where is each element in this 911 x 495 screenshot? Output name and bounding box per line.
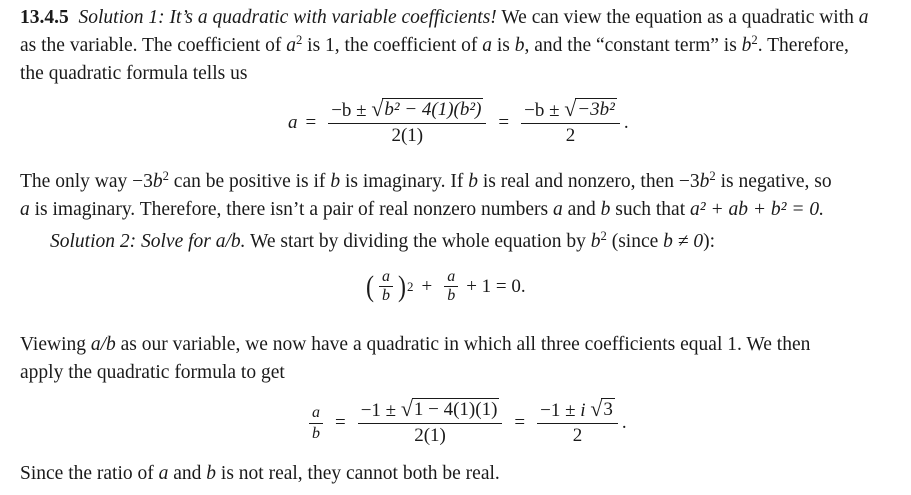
text: ): <box>703 231 716 252</box>
text: is real and nonzero, then −3 <box>477 171 700 192</box>
denominator: 2(1) <box>391 125 424 147</box>
numerator <box>537 398 618 423</box>
radical-sign: √ <box>400 397 413 422</box>
equals-sign: = <box>514 412 526 434</box>
denominator: 2(1) <box>414 425 446 447</box>
solution-1-title: Solution 1: It’s a quadratic with variable coefficients! <box>78 7 497 28</box>
text: as the variable. The coefficient of <box>20 35 287 56</box>
exponent-2: 2 <box>600 229 607 244</box>
text: is imaginary. If <box>340 171 469 192</box>
text: and <box>168 463 207 484</box>
fraction-a-over-b <box>309 403 323 444</box>
equation-inline: a² + ab + b² = 0. <box>690 199 825 220</box>
plus-sign: + <box>421 275 433 297</box>
text: is imaginary. Therefore, there isn’t a pair of real nonzero numbers <box>29 199 553 220</box>
equals-sign: = <box>335 412 346 434</box>
exponent-2: 2 <box>751 33 758 48</box>
text: and <box>562 199 601 220</box>
text: Viewing <box>20 334 91 355</box>
formula-lhs: a <box>288 112 298 134</box>
fraction-a-over-b <box>444 268 458 305</box>
text: such that <box>610 199 690 220</box>
exponent-2: 2 <box>709 169 716 184</box>
conclusion-1-line-1 <box>20 168 900 196</box>
denominator: 2 <box>565 125 576 147</box>
variable-a: a <box>286 35 296 56</box>
variable-a: a <box>552 199 563 220</box>
period: . <box>621 412 627 434</box>
fraction-a-over-b <box>379 268 393 305</box>
variable-b: b <box>699 171 710 192</box>
imaginary-unit: i <box>580 400 586 422</box>
text: The only way −3 <box>20 171 153 192</box>
text: , and the “constant term” is <box>524 35 742 56</box>
equals-sign: = <box>305 112 317 134</box>
radicand: b² − 4(1)(b²) <box>384 99 482 120</box>
final-line <box>20 460 900 488</box>
fraction-2 <box>521 98 620 148</box>
numerator: a <box>312 403 320 421</box>
paragraph-3-line-2: apply the quadratic formula to get <box>20 362 285 383</box>
text: (since <box>606 231 664 252</box>
text: can be positive is if <box>168 171 331 192</box>
variable-a: a <box>158 463 169 484</box>
variable-b: b <box>600 199 611 220</box>
right-paren: ) <box>398 269 406 303</box>
variable-a: a <box>858 7 869 28</box>
variable-a-over-b: a/b <box>90 334 116 355</box>
text: −1 ± <box>540 400 581 422</box>
square-root <box>590 398 615 421</box>
fraction-1 <box>358 398 503 448</box>
numerator <box>521 98 620 123</box>
variable-b: b <box>590 231 601 252</box>
variable-b: b <box>206 463 217 484</box>
period: . <box>623 112 629 134</box>
final-paragraph <box>20 460 900 488</box>
text: −1 ± <box>360 400 397 422</box>
conclusion-1-line-2 <box>20 196 900 224</box>
variable-b: b <box>468 171 478 192</box>
radical-sign: √ <box>590 397 603 422</box>
text: . Therefore, <box>757 35 849 56</box>
quadratic-formula-2 <box>305 398 627 448</box>
fraction-2 <box>537 398 618 448</box>
equals-sign: = <box>498 112 510 134</box>
denominator: b <box>312 424 320 442</box>
numerator: a <box>447 268 456 285</box>
square-root <box>401 398 500 421</box>
numerator: a <box>382 268 390 285</box>
rational-equation: ( $\frac{a}{b}$ ) 2 + $\frac{a}{b}$ + 1 = 0. <box>366 268 526 304</box>
solution-1-line-2 <box>20 32 900 60</box>
condition: b ≠ 0 <box>663 231 704 252</box>
conclusion-1-paragraph <box>20 168 900 224</box>
text: Since the ratio of <box>20 463 159 484</box>
variable-a: a <box>20 199 30 220</box>
text: is <box>492 35 515 56</box>
radicand: 3 <box>603 399 613 420</box>
text: We can view the equation as a quadratic with <box>501 7 854 28</box>
exponent-2: 2 <box>162 169 169 184</box>
denominator: 2 <box>572 425 583 447</box>
solution-2-title: Solution 2: Solve for a/b. <box>50 231 246 252</box>
variable-b: b <box>152 171 163 192</box>
variable-b: b <box>741 35 752 56</box>
solution-1-paragraph <box>20 4 900 88</box>
radicand: −3b² <box>577 99 615 120</box>
quadratic-formula-1 <box>288 98 629 148</box>
text: is not real, they cannot both be real. <box>216 463 500 484</box>
radical-sign: √ <box>371 97 384 122</box>
variable-a: a <box>482 35 492 56</box>
square-root <box>371 98 483 121</box>
paragraph-3-line-1 <box>20 331 900 359</box>
text: We start by dividing the whole equation by <box>245 231 591 252</box>
radicand: 1 − 4(1)(1) <box>413 399 498 420</box>
square-root <box>564 98 617 121</box>
paragraph-3 <box>20 331 900 387</box>
text: as our variable, we now have a quadratic in which all three coefficients equal 1. We then <box>115 334 811 355</box>
text: is negative, so <box>715 171 832 192</box>
solution-2-paragraph <box>50 228 900 256</box>
text: is 1, the coefficient of <box>302 35 483 56</box>
problem-number: 13.4.5 <box>20 7 69 28</box>
text: −b ± <box>331 100 367 122</box>
denominator: b <box>382 287 390 304</box>
solution-2-line <box>50 228 900 256</box>
numerator <box>328 98 486 123</box>
numerator <box>358 398 503 423</box>
exponent-2: 2 <box>295 33 303 48</box>
solution-1-line-1 <box>20 4 900 32</box>
text: −b ± <box>524 100 560 122</box>
fraction-1 <box>328 98 486 148</box>
variable-b: b <box>330 171 341 192</box>
solution-1-line-3: the quadratic formula tells us <box>20 63 248 84</box>
equation-rest: + 1 = 0. <box>466 275 526 297</box>
denominator: b <box>447 287 456 304</box>
radical-sign: √ <box>564 97 577 122</box>
left-paren: ( <box>366 269 374 303</box>
variable-b: b <box>514 35 525 56</box>
